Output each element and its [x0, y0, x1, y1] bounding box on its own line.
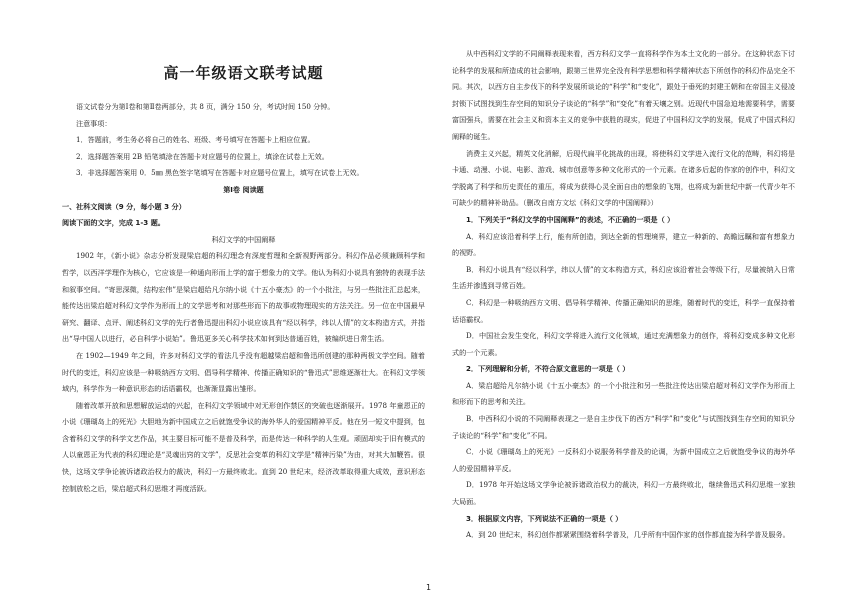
article-paragraph: 消费主义兴起，精英文化消解，后现代扁平化挑战的出现，将使科幻文学进入流行文化的范畴，科幻将是卡通、动漫、小说、电影、游戏、城市创意等多种文化形式的一个元素。在诸多后起的作家的创作中，科幻文学脱离了科学和历史责任的重压，将成为获得心灵全面自由的想象的飞翔，也将成为新世纪中新一代青少年不可缺少的精神补助品。（删改自南方文坛《科幻文学的中国阐释》） — [452, 148, 795, 208]
article-paragraph: 从中西科幻文学的不同阐释表现来看，西方科幻文学一直将科学作为本土文化的一部分。在这种状态下讨论科学的发展和所造成的社会影响，跟第三世界完全没有科学思想和科学精神状态下所创作的科幻作品完全不同。其次，以西方自主步伐下的科学发展所谈论的“科学”和“变化”，跟处于垂死的封建王朝和在帝国主义侵凌封锁下试图找到生存空间的知识分子谈论的“科学”和“变化”有着天壤之别。近现代中国急迫地需要科学，需要富国强兵，需要在社会主义和资本主义的竞争中获胜的现实，促进了中国科幻文学的发展，促成了中国式科幻阐释的诞生。 — [452, 49, 795, 141]
article-paragraph: 在 1902—1949 年之间，许多对科幻文学的看法几乎没有超越梁启超和鲁迅所创建的那种两极文学空间。随着时代的变迁，科幻应该是一种吸纳西方文明、倡导科学精神、传播正确知识的“鲁迅式”思维逐渐壮大。在科幻文学领域内，科学作为一种意识形态的话语霸权，也渐渐显露出雏形。 — [62, 350, 425, 394]
read-instruction: 阅读下面的文字，完成 1-3 题。 — [62, 218, 165, 228]
article-paragraph: 1902 年，《新小说》杂志分析发现梁启超的科幻理念有深度哲理和全新视野两部分。科幻作品必须兼顾科学和哲学，以西洋学理作为核心，它应该是一种通向形而上学的富于想象力的文学。他认为科幻小说具有独特的表现手法和叙事空间。“寄思深微，结构宏伟”是梁启超给凡尔纳小说《十五小豪杰》的一个小批注，与另一些批注汇总起来，能传达出梁启超对科幻文学作为形而上的文学思考和对那些形而下的故事或物理现实的方法关注。另一位在中国最早研究、翻译、点评、阐述科幻文学的先行者鲁迅提出科幻小说应该具有“经以科学，纬以人情”的文本构造方式，并指出“导中国人以进行，必自科学小说始”。鲁迅更多关心科学技术如何到达普通百姓，被编织进日常生活。 — [62, 251, 425, 344]
question-option: A．科幻应该沿着科学上行，能有所创造，到达全新的哲理境界，建立一种新的、高瞻远瞩和富有想象力的视野。 — [452, 231, 795, 258]
article-title: 科幻文学的中国阐释 — [211, 234, 276, 244]
question-stem: 1．下列关于“科幻文学的中国阐释”的表述，不正确的一项是（ ） — [466, 214, 675, 224]
notice-item: 3．非选择题答案用 0．5㎜ 黑色签字笔填写在答题卡对应题号位置上，填写在试卷上无效。 — [76, 168, 364, 178]
exam-intro-block — [62, 99, 425, 497]
question-option: C．科幻是一种吸纳西方文明、倡导科学精神、传播正确知识的思维，随着时代的变迁，科学一直保持着话语霸权。 — [452, 297, 795, 324]
question-option: D．1978 年开始这场文学争论被诉诸政治权力的裁决，科幻一方最终败北，继续鲁迅式科幻思维一家独大局面。 — [452, 480, 795, 507]
exam-intro: 语文试卷分为第Ⅰ卷和第Ⅱ卷两部分，共 8 页，满分 150 分，考试时间 150 分钟。 — [76, 102, 335, 111]
question-option: B．科幻小说具有“经以科学，纬以人情”的文本构造方式，科幻应该沿着社会等级下行，尽量被纳入日常生活并渗透到寻常百姓。 — [452, 264, 795, 291]
right-content — [452, 46, 795, 544]
question-option: A．梁启超给凡尔纳小说《十五小豪杰》的一个小批注和另一些批注传达出梁启超对科幻文学作为形而上和形而下的思考和关注。 — [452, 380, 795, 407]
question-stem: 2．下列理解和分析，不符合原文意思的一项是（ ） — [466, 364, 630, 374]
notice-heading: 注意事项： — [76, 118, 112, 128]
article-paragraph: 随着改革开放和思想解放运动的兴起，在科幻文学领域中对无形创作禁区的突破也逐渐展开。1978 年童恩正的小说《珊瑚岛上的死光》大胆地为新中国成立之后就饱受争议的海外华人的爱国精神平反。他在另一短文中提到，包含着科幻文学的科学文艺作品，其主要目标可能不是普及科学，而是传达一种科学的人生观。顽固却实于旧有模式的人以童恩正为代表的科幻理论是“灵魂出窍的文学”，反思社会变革的科幻文学是“精神污染”为由，对其大加鞭笞。很快，这场文学争论被诉诸政治权力的裁决，科幻一方最终败北。直到 20 世纪末，经济改革取得重大成效，意识形态控制放松之后，梁启超式科幻思维才再度活跃。 — [62, 400, 425, 493]
question-stem: 3．根据原文内容，下列说法不正确的一项是（ ） — [466, 513, 623, 523]
question-option: D．中国社会发生变化，科幻文学将进入流行文化领域，通过充满想象力的创作，将科幻变成多种文化形式的一个元素。 — [452, 331, 795, 357]
notice-item: 2．选择题答案用 2B 铅笔填涂在答题卡对应题号的位置上，填涂在试卷上无效。 — [76, 151, 329, 161]
page-number: 1 — [426, 583, 432, 592]
page-title: 高一年级语文联考试题 — [163, 64, 324, 82]
question-option: C．小说《珊瑚岛上的死光》一反科幻小说服务科学普及的论调，为新中国成立之后就饱受争议的海外华人的爱国精神平反。 — [452, 447, 795, 473]
section-heading: 第Ⅰ卷 阅读题 — [223, 184, 264, 194]
part-heading: 一、社科文阅读（9 分，每小题 3 分） — [62, 201, 186, 211]
question-option: A．到 20 世纪末，科幻创作都紧紧围绕着科学普及，几乎所有中国作家的创作都直接为科学普及服务。 — [466, 530, 790, 540]
question-option: B．中西科幻小说的不同阐释表现之一是自主步伐下的西方“科学”和“变化”与试图找到生存空间的知识分子谈论的“科学”和“变化”不同。 — [452, 414, 795, 440]
notice-item: 1．答题前，考生务必将自己的姓名、班级、考号填写在答题卡上相应位置。 — [76, 135, 315, 145]
